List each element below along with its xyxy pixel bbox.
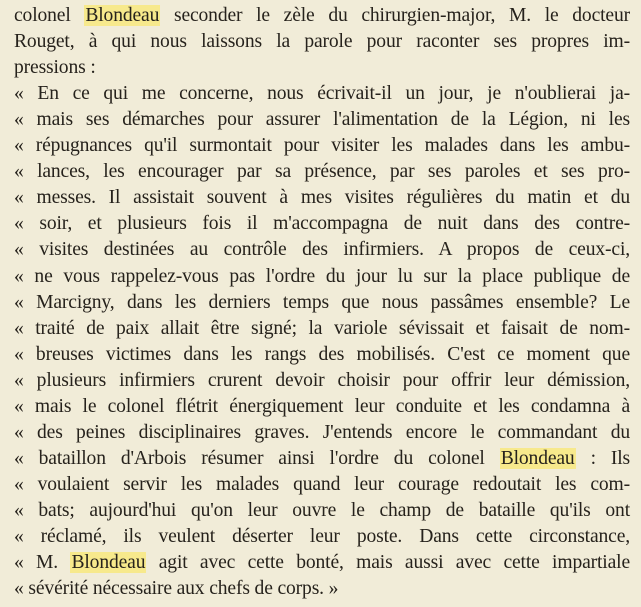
- text-segment: « sévérité nécessaire aux chefs de corps. »: [14, 578, 339, 600]
- text-line: [14, 210, 630, 238]
- text-line: [14, 106, 630, 134]
- text-line: [14, 393, 630, 421]
- highlighted-name: Blondeau: [85, 5, 160, 26]
- text-segment: « répugnances qu'il surmontait pour visiter les malades dans les ambu-: [14, 135, 630, 157]
- text-line: [14, 80, 630, 108]
- text-segment: « voulaient servir les malades quand leur courage redoutait les com-: [14, 473, 630, 495]
- text-line: [14, 445, 630, 473]
- text-segment: « bats; aujourd'hui qu'on leur ouvre le champ de bataille qu'ils ont: [14, 499, 630, 521]
- text-line: [14, 575, 630, 603]
- text-line: [14, 471, 630, 499]
- text-segment: colonel: [14, 5, 85, 26]
- text-segment: « ne vous rappelez-vous pas l'ordre du jour lu sur la place publique de: [14, 265, 630, 287]
- text-segment: « M.: [14, 552, 71, 574]
- text-line: [14, 2, 630, 30]
- text-segment: pressions :: [14, 57, 96, 79]
- text-line: [14, 341, 630, 369]
- text-segment: « Marcigny, dans les derniers temps que nous passâmes ensemble? Le: [14, 291, 630, 313]
- text-segment: : Ils: [575, 447, 630, 469]
- text-segment: « mais ses démarches pour assurer l'alimentation de la Légion, ni les: [14, 109, 630, 131]
- text-segment: « mais le colonel flétrit énergiquement leur conduite et les condamna à: [14, 395, 630, 417]
- text-line: [14, 523, 630, 551]
- text-segment: « visites destinées au contrôle des infirmiers. A propos de ceux-ci,: [14, 239, 630, 261]
- text-segment: seconder le zèle du chirurgien-major, M. le docteur: [160, 5, 630, 26]
- text-segment: Rouget, à qui nous laissons la parole pour raconter ses propres im-: [14, 31, 630, 53]
- text-segment: « plusieurs infirmiers crurent devoir choisir pour offrir leur démission,: [14, 369, 630, 391]
- text-segment: « En ce qui me concerne, nous écrivait-il un jour, je n'oublierai ja-: [14, 83, 630, 105]
- text-line: [14, 419, 630, 447]
- highlighted-name: Blondeau: [500, 447, 575, 469]
- text-line: [14, 263, 630, 291]
- text-segment: « breuses victimes dans les rangs des mobilisés. C'est ce moment que: [14, 343, 630, 365]
- text-segment: « réclamé, ils veulent déserter leur poste. Dans cette circonstance,: [14, 526, 630, 547]
- text-line: [14, 158, 630, 186]
- text-line: [14, 28, 630, 56]
- text-segment: « bataillon d'Arbois résumer ainsi l'ordre du colonel: [14, 447, 500, 469]
- text-line: [14, 236, 630, 264]
- text-line: [14, 497, 630, 525]
- text-segment: « des peines disciplinaires graves. J'entends encore le commandant du: [14, 421, 630, 443]
- text-line: [14, 54, 630, 82]
- text-line: [14, 549, 630, 577]
- text-segment: « soir, et plusieurs fois il m'accompagna de nuit dans des contre-: [14, 213, 630, 235]
- text-line: [14, 184, 630, 212]
- text-line: [14, 315, 630, 343]
- text-line: [14, 132, 630, 160]
- text-segment: « traité de paix allait être signé; la variole sévissait et faisait de nom-: [14, 317, 630, 339]
- text-segment: « lances, les encourager par sa présence, par ses paroles et ses pro-: [14, 161, 630, 183]
- text-segment: « messes. Il assistait souvent à mes visites régulières du matin et du: [14, 187, 630, 209]
- highlighted-name: Blondeau: [71, 552, 146, 574]
- text-line: [14, 289, 630, 317]
- text-segment: agit avec cette bonté, mais aussi avec cette impartiale: [146, 552, 630, 574]
- text-line: [14, 367, 630, 395]
